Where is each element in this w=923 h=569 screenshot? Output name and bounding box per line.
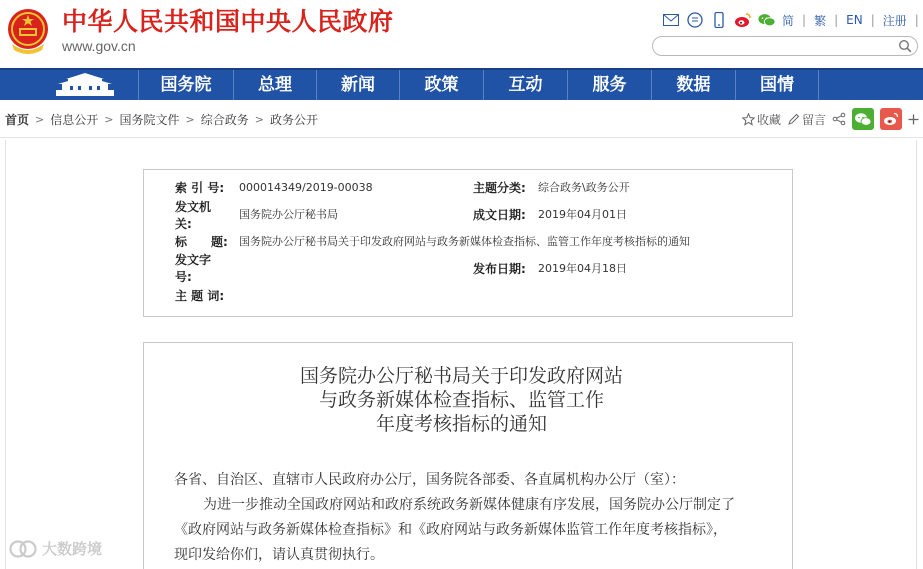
weibo-icon — [883, 112, 899, 126]
national-emblem-icon[interactable] — [6, 6, 50, 56]
breadcrumb-bar — [0, 100, 923, 138]
main-navigation — [0, 68, 923, 100]
watermark-logo-icon — [8, 539, 38, 559]
published-date-value: 2019年04月18日 — [538, 262, 627, 275]
nav-item-data[interactable]: 数据 — [651, 70, 735, 100]
breadcrumb — [5, 111, 318, 128]
document-title — [0, 364, 923, 436]
article-tools — [742, 108, 919, 130]
issuer-label-line2: 关: — [175, 217, 192, 231]
nav-item-state-council[interactable]: 国务院 — [138, 70, 233, 100]
breadcrumb-separator: > — [104, 113, 114, 126]
created-date-label: 成文日期: — [473, 208, 526, 222]
document-salutation: 各省、自治区、直辖市人民政府办公厅，国务院各部委、各直属机构办公厅（室）： — [174, 472, 685, 488]
link-separator: | — [870, 13, 875, 27]
issuer-label-line1: 发文机 — [175, 200, 212, 214]
weibo-share-button[interactable] — [880, 108, 902, 130]
comment-button[interactable] — [787, 111, 826, 128]
more-share-button[interactable] — [908, 114, 919, 125]
mobile-icon[interactable] — [710, 11, 728, 29]
favorite-label: 收藏 — [756, 112, 781, 127]
search-box — [652, 36, 918, 56]
title-label: 标 题: — [175, 235, 228, 249]
nav-item-policy[interactable]: 政策 — [399, 70, 483, 100]
document-title-line-3: 年度考核指标的通知 — [375, 413, 547, 435]
breadcrumb-state-council-docs[interactable]: 国务院文件 — [119, 113, 180, 127]
index-number-label: 索 引 号: — [175, 181, 225, 195]
message-icon[interactable] — [686, 11, 704, 29]
category-value: 综合政务\政务公开 — [538, 181, 630, 194]
link-separator: | — [802, 13, 807, 27]
share-button[interactable] — [832, 112, 846, 126]
document-number-label-line2: 号: — [175, 270, 192, 284]
document-number-label-line1: 发文字 — [175, 253, 212, 267]
watermark — [8, 538, 102, 559]
keywords-label: 主 题 词: — [175, 289, 225, 303]
nav-item-interaction[interactable]: 互动 — [483, 70, 567, 100]
link-separator: | — [914, 13, 919, 27]
mail-icon[interactable] — [662, 11, 680, 29]
title-value: 国务院办公厅秘书局关于印发政府网站与政务新媒体检查指标、监管工作年度考核指标的通知 — [239, 235, 690, 248]
site-title[interactable]: 中华人民共和国中央人民政府 — [62, 7, 394, 36]
created-date-value: 2019年04月01日 — [538, 208, 627, 221]
document-body-line-2: 《政府网站与政务新媒体检查指标》和《政府网站与政务新媒体监管工作年度考核指标》， — [174, 522, 727, 538]
pencil-icon — [787, 113, 800, 126]
top-links — [662, 10, 921, 30]
star-icon — [742, 113, 755, 126]
wechat-share-button[interactable] — [852, 108, 874, 130]
issuer-value: 国务院办公厅秘书局 — [239, 208, 338, 221]
breadcrumb-separator: > — [254, 113, 264, 126]
favorite-button[interactable] — [742, 111, 781, 128]
breadcrumb-government-affairs[interactable]: 政务公开 — [269, 113, 318, 127]
search-icon[interactable] — [898, 39, 912, 53]
breadcrumb-general-affairs[interactable]: 综合政务 — [200, 113, 249, 127]
tiananmen-icon[interactable] — [48, 72, 122, 98]
register-link[interactable]: 注册 — [882, 13, 907, 28]
published-date-label: 发布日期: — [473, 262, 526, 276]
breadcrumb-info-disclosure[interactable]: 信息公开 — [50, 113, 99, 127]
english-link[interactable]: EN — [846, 13, 863, 27]
plus-icon — [908, 114, 919, 125]
site-header — [0, 0, 923, 68]
comment-label: 留言 — [801, 112, 826, 127]
document-title-line-2: 与政务新媒体检查指标、监管工作 — [318, 389, 604, 411]
wechat-icon — [854, 112, 872, 127]
weibo-icon[interactable] — [734, 11, 752, 29]
breadcrumb-separator: > — [35, 113, 45, 126]
share-icon — [832, 112, 846, 126]
breadcrumb-home[interactable]: 首页 — [5, 113, 30, 127]
traditional-chinese-link[interactable]: 繁 — [814, 13, 827, 28]
document-body-line-1: 为进一步推动全国政府网站和政府系统政务新媒体健康有序发展，国务院办公厅制定了 — [203, 497, 735, 513]
category-label: 主题分类: — [473, 181, 526, 195]
search-input[interactable] — [663, 39, 899, 53]
link-separator: | — [834, 13, 839, 27]
document-title-line-1: 国务院办公厅秘书局关于印发政府网站 — [299, 365, 623, 387]
site-url[interactable]: www.gov.cn — [62, 38, 136, 54]
nav-item-premier[interactable]: 总理 — [233, 70, 316, 100]
simplified-chinese-link[interactable]: 简 — [782, 13, 795, 28]
nav-item-national-conditions[interactable]: 国情 — [735, 70, 819, 100]
nav-item-news[interactable]: 新闻 — [316, 70, 399, 100]
watermark-text: 大数跨境 — [42, 540, 103, 558]
breadcrumb-separator: > — [185, 113, 195, 126]
document-body-line-3: 现印发给你们，请认真贯彻执行。 — [174, 547, 384, 563]
nav-item-services[interactable]: 服务 — [567, 70, 651, 100]
wechat-icon[interactable] — [758, 11, 776, 29]
index-number-value: 000014349/2019-00038 — [239, 181, 373, 194]
